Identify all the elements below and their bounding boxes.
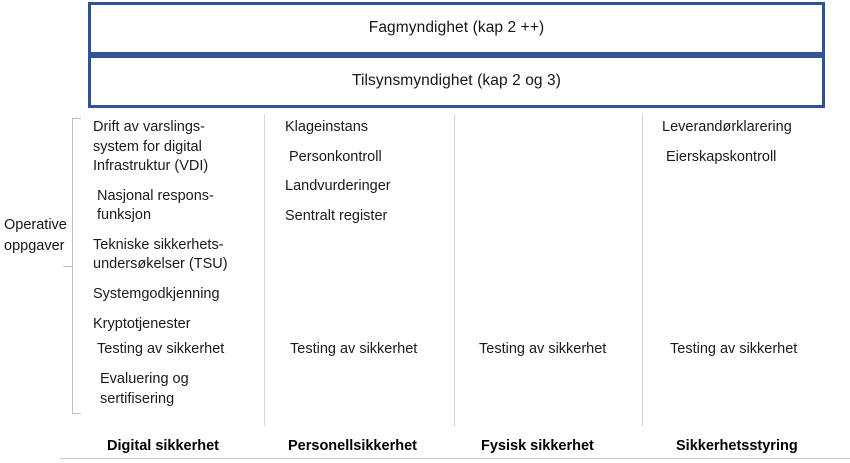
task-item: Leverandørklarering [662, 119, 792, 135]
task-item: Tekniske sikkerhets- undersøkelser (TSU) [93, 236, 228, 273]
column-personellsikkerhet [285, 118, 450, 236]
task-item: Kryptotjenester [93, 315, 191, 332]
authority-box-label: Tilsynsmyndighet (kap 2 og 3) [351, 72, 562, 90]
column-separator [642, 114, 643, 426]
authority-box-label: Fagmyndighet (kap 2 ++) [368, 19, 545, 37]
bracket-bottom-tick [72, 413, 81, 414]
shared-task-item: Testing av sikkerhet [290, 341, 418, 357]
row-label-line-2: oppgaver [4, 238, 65, 255]
task-item: Sentralt register [285, 207, 388, 224]
task-item: Drift av varslings- system for digital Infrastruktur (VDI) [93, 119, 209, 175]
shared-task-item: Testing av sikkerhet [670, 341, 798, 357]
trailing-task-item: Evaluering og sertifisering [100, 371, 189, 407]
bracket-top-tick [72, 118, 81, 119]
task-item: Nasjonal respons- funksjon [97, 187, 214, 224]
category-header-sikkerhetsstyring: Sikkerhetsstyring [676, 438, 798, 454]
bottom-baseline [60, 458, 850, 459]
authority-box-tilsynsmyndighet [88, 55, 825, 108]
column-separator [264, 114, 265, 426]
bracket-middle-tick [63, 266, 72, 267]
category-header-personellsikkerhet: Personellsikkerhet [288, 438, 417, 454]
shared-task-item: Testing av sikkerhet [97, 341, 225, 357]
column-separator [454, 114, 455, 426]
column-sikkerhetsstyring [662, 118, 842, 177]
task-item: Personkontroll [289, 148, 382, 165]
task-item: Systemgodkjenning [93, 285, 220, 302]
row-label-line-1: Operative [4, 217, 67, 233]
row-bracket [70, 118, 82, 414]
task-item: Eierskapskontroll [666, 148, 777, 165]
authority-box-fagmyndighet [88, 2, 825, 55]
column-digital-sikkerhet [93, 118, 261, 344]
row-label-operative-oppgaver [4, 215, 70, 257]
task-item: Landvurderinger [285, 178, 391, 195]
category-header-digital-sikkerhet: Digital sikkerhet [107, 438, 220, 454]
shared-task-item: Testing av sikkerhet [479, 341, 607, 357]
bracket-vertical-line [72, 118, 73, 414]
task-item: Klageinstans [285, 119, 369, 135]
category-header-fysisk-sikkerhet: Fysisk sikkerhet [481, 438, 594, 454]
